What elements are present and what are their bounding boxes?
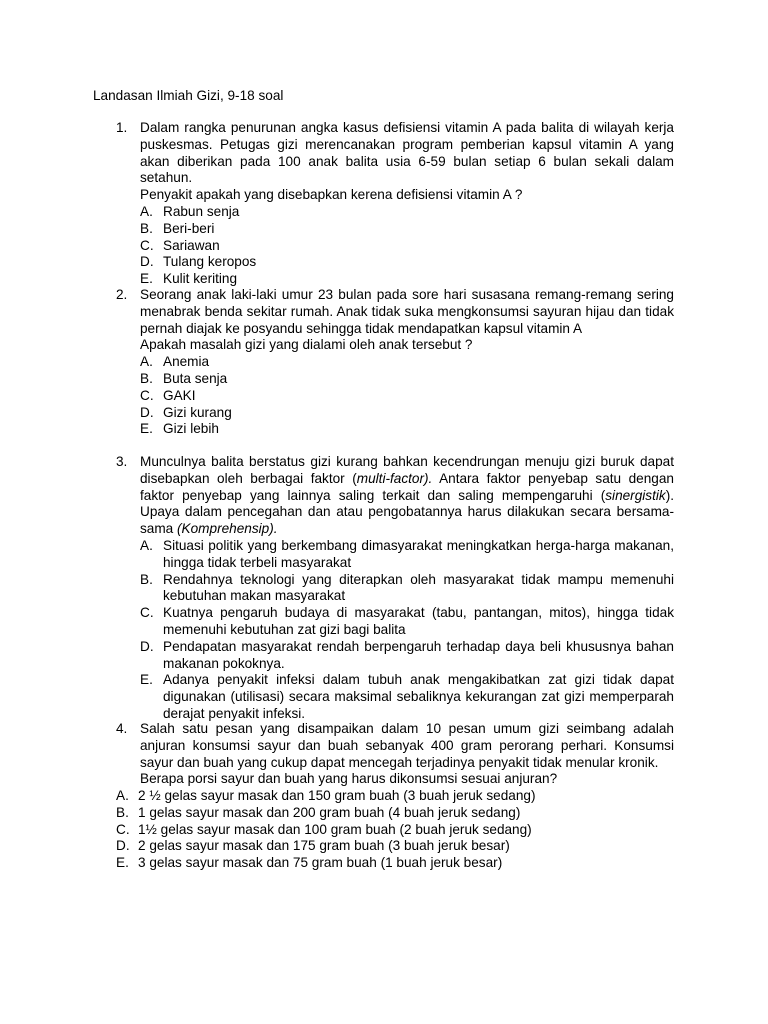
option-e: E. Gizi lebih bbox=[140, 421, 219, 437]
question-prompt: Apakah masalah gizi yang dialami oleh anak tersebut ? bbox=[140, 337, 473, 353]
option-d: D. Tulang keropos bbox=[140, 254, 257, 270]
option-b: B. Beri-beri bbox=[140, 220, 215, 236]
answer-options bbox=[140, 204, 674, 288]
option-c: C. GAKI bbox=[140, 387, 196, 403]
question-prompt: Berapa porsi sayur dan buah yang harus dikonsumsi sesuai anjuran? bbox=[140, 771, 558, 787]
question-1 bbox=[116, 120, 674, 288]
question-number: 2. bbox=[116, 287, 128, 302]
question-paragraph: Dalam rangka penurunan angka kasus defisiensi vitamin A pada balita di wilayah kerja puskesmas. Petugas gizi merencanakan program pemberian kapsul vitamin A yang akan diberikan pada 100 anak balita usia 6-59 bulan setiap 6 bulan sekali dalam setahun. bbox=[140, 120, 674, 186]
question-3 bbox=[116, 454, 674, 723]
question-number: 4. bbox=[116, 721, 128, 736]
question-paragraph: Munculnya balita berstatus gizi kurang bahkan kecendrungan menuju gizi buruk dapat disebapkan oleh berbagai faktor (multi-factor). Antara faktor penyebap satu dengan faktor penyebap yang lainnya saling terkait dan saling mempengaruhi (sinergistik). Upaya dalam pencegahan dan atau pengobatannya harus dilakukan secara bersama-sama (Komprehensip). bbox=[140, 454, 674, 537]
question-prompt: Penyakit apakah yang disebapkan kerena defisiensi vitamin A ? bbox=[140, 187, 523, 203]
option-e: E. 3 gelas sayur masak dan 75 gram buah (1 buah jeruk besar) bbox=[116, 855, 503, 871]
option-a: A. Anemia bbox=[140, 354, 210, 370]
option-b: B. 1 gelas sayur masak dan 200 gram buah (4 buah jeruk sedang) bbox=[116, 804, 521, 820]
option-a: A. Situasi politik yang berkembang dimasyarakat meningkatkan herga-harga makanan, hingga tidak terbeli masyarakat bbox=[140, 537, 674, 570]
question-stem bbox=[140, 721, 674, 788]
question-stem bbox=[140, 454, 674, 538]
question-number: 1. bbox=[116, 120, 128, 135]
question-stem bbox=[140, 120, 674, 204]
option-b: B. Rendahnya teknologi yang diterapkan oleh masyarakat tidak mampu memenuhi kebutuhan makan masyarakat bbox=[140, 571, 674, 604]
option-c: C. 1½ gelas sayur masak dan 100 gram buah (2 buah jeruk sedang) bbox=[116, 821, 532, 837]
option-e: E. Kulit keriting bbox=[140, 271, 238, 287]
option-a: A. 2 ½ gelas sayur masak dan 150 gram buah (3 buah jeruk sedang) bbox=[116, 788, 536, 803]
question-number: 3. bbox=[116, 454, 128, 469]
question-paragraph: Salah satu pesan yang disampaikan dalam 10 pesan umum gizi seimbang adalah anjuran konsumsi sayur dan buah sebanyak 400 gram perorang perhari. Konsumsi sayur dan buah yang cukup dapat mencegah terjadinya penyakit tidak menular kronik. bbox=[140, 721, 674, 770]
option-b: B. Buta senja bbox=[140, 370, 228, 386]
option-d: D. Pendapatan masyarakat rendah berpengaruh terhadap daya beli khususnya bahan makanan pokoknya. bbox=[140, 638, 674, 671]
document-title: Landasan Ilmiah Gizi, 9-18 soal bbox=[93, 88, 284, 103]
option-d: D. Gizi kurang bbox=[140, 404, 232, 420]
question-2 bbox=[116, 287, 674, 438]
question-4 bbox=[116, 721, 674, 788]
answer-options bbox=[140, 538, 674, 723]
answer-options bbox=[140, 354, 674, 438]
option-e: E. Adanya penyakit infeksi dalam tubuh anak mengakibatkan zat gizi tidak dapat digunakan (utilisasi) secara maksimal sebaliknya kekurangan zat gizi memperparah derajat penyakit infeksi. bbox=[140, 672, 674, 721]
question-paragraph: Seorang anak laki-laki umur 23 bulan pada sore hari susasana remang-remang sering menabrak benda sekitar rumah. Anak tidak suka mengkonsumsi sayuran hijau dan tidak pernah diajak ke posyandu sehingga tidak mendapatkan kapsul vitamin A bbox=[140, 287, 674, 336]
option-c: C. Sariawan bbox=[140, 237, 220, 253]
answer-options bbox=[116, 788, 536, 872]
option-a: A. Rabun senja bbox=[140, 203, 240, 219]
option-d: D. 2 gelas sayur masak dan 175 gram buah (3 buah jeruk besar) bbox=[116, 838, 510, 854]
option-c: C. Kuatnya pengaruh budaya di masyarakat (tabu, pantangan, mitos), hingga tidak memenuhi kebutuhan zat gizi bagi balita bbox=[140, 605, 674, 637]
question-stem bbox=[140, 287, 674, 354]
